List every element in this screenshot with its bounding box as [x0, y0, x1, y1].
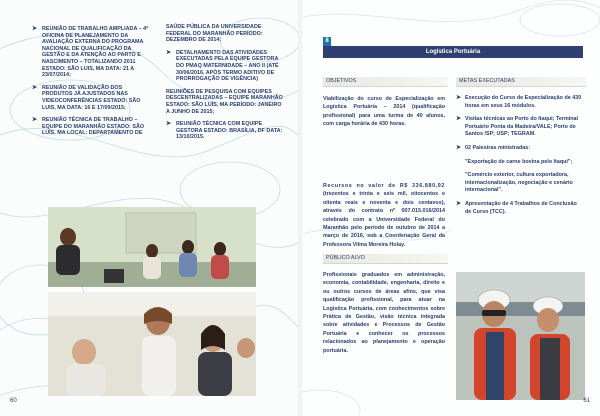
list-item — [166, 50, 284, 83]
list-item — [32, 26, 150, 79]
meta-item — [456, 116, 583, 139]
item-title: REUNIÃO TÉCNICA COM EQUIPE GESTORA — [176, 121, 263, 134]
bullet-arrow-icon: ➤ — [32, 84, 38, 91]
page-number: 60 — [10, 398, 17, 404]
meta-text: "Comércio exterior, cultura exportadora, internacionalização, negociação e cenário internacional". — [465, 172, 573, 194]
recursos-head: Recursos no valor de R$ 336.880,92 — [323, 183, 445, 189]
list-item — [32, 117, 150, 137]
recursos-text: (trezentos e trinta e seis mil, oitocentos e oitenta reais e noventa e dois centavos), através do contrato nº 007.015.016/2014 celebrado com a Universidade Federal do Maranhão pelo período de outubro de 2014 a março de 2016, sob a — [323, 191, 445, 240]
bullet-arrow-icon: ➤ — [456, 200, 462, 207]
item-text: (ATÉ 30/06/2016, APÓS TERMO ADITIVO DE PRORROGAÇÃO DE VIGÊNCIA) — [176, 62, 279, 83]
meta-text: 02 Palestras ministradas: — [465, 144, 531, 151]
bullet-arrow-icon: ➤ — [32, 26, 38, 32]
bullet-arrow-icon: ➤ — [456, 144, 462, 151]
item-text: ESTADO: BRASÍLIA, DF DATA: 13/10/2015. — [176, 127, 283, 141]
workshop-photo — [48, 292, 256, 396]
item-title: REUNIÕES DE PESQUISA COM EQUIPES DESCENTRALIZADAS — [166, 88, 272, 102]
item-text: – EQUIPE MARANHÃO ESTADO: SÃO LUÍS, MA PERÍODO: JANEIRO A JUNHO DE 2015; — [166, 95, 283, 115]
metas-heading: METAS EXECUTADAS — [456, 77, 586, 87]
item-title: REUNIÃO DE TRABALHO AMPLIADA — [42, 26, 138, 32]
objetivos-heading: OBJETIVOS — [323, 77, 448, 87]
meeting-photo-illustration — [48, 207, 256, 287]
item-text: SAÚDE PÚBLICA DA UNIVERSIDADE FEDERAL DO MARANHÃO PERÍODO: DEZEMBRO DE 2014; — [166, 24, 263, 44]
meta-item — [456, 172, 583, 195]
bullet-arrow-icon: ➤ — [32, 117, 38, 124]
meta-item — [456, 159, 583, 167]
item-text: – 4ª OFICINA DE PLANEJAMENTO DA AVALIAÇÃO EXTERNA DO PROGRAMA NACIONAL DE QUALIFICAÇÃO DA GESTÃO E DA ATENÇÃO AO PARTO E NASCIMENTO – TOTALIZANDO 2011 ESTADO: SÃO LUIS, MA DATA: 21 A 23/07/2014; — [42, 26, 149, 79]
list-item — [166, 121, 284, 141]
recursos-coordination: Coordenação Geral da Professora Vilma Moreira Holay. — [323, 233, 445, 248]
section-title: Logística Portuária — [425, 49, 481, 55]
list-item — [32, 85, 150, 111]
activities-column-1 — [32, 26, 150, 143]
meta-item — [456, 145, 583, 153]
meta-text: Execução do Curso de Especialização de 430 horas em seus 16 módulos. — [465, 95, 582, 109]
bullet-arrow-icon: ➤ — [166, 121, 172, 128]
port-visit-photo — [456, 272, 585, 400]
bullet-arrow-icon: ➤ — [456, 95, 462, 101]
metas-list — [456, 95, 583, 222]
publico-alvo-heading: PÚBLICO ALVO — [323, 254, 448, 264]
list-item — [166, 24, 284, 44]
item-title: DETALHAMENTO DAS ATIVIDADES EXECUTADAS PELA EQUIPE GESTORA DO PMAQ MATERNIDADE – ANO II — [176, 49, 279, 69]
port-visit-photo-illustration — [456, 272, 585, 400]
item-text: ESTADO: SÃO LUIS, MA DATA: 16 E 17/09/2015; — [42, 97, 141, 111]
publico-alvo-text: Profissionais graduados em administração, economia, contabilidade, engenharia, direito e ou outros cursos de áreas afins, que visa qualificação profissional, para atuar na Logística Portuária, com conhecimentos sobre Prática de Gestão, visão técnica integrada sobre atividades e Processos de Gestão Portuária e conhecer os processos relacionados ao planejamento e operação portuária. — [323, 272, 445, 354]
page-gutter — [298, 0, 302, 416]
bullet-arrow-icon: ➤ — [456, 116, 462, 123]
bullet-arrow-icon: ➤ — [166, 49, 172, 56]
objetivos-text: Viabilização do curso de Especialização em Logística Portuária – 2014 (qualificação profissional) para uma turma de 40 alunos, com carga horária de 430 horas. — [323, 96, 445, 128]
activities-column-2 — [166, 24, 284, 147]
item-text: – EQUIPE DO MARANHÃO ESTADO: SÃO LUÍS, MA LOCAL: DEPARTAMENTO DE — [42, 117, 145, 137]
recursos-paragraph — [323, 182, 445, 249]
meta-item — [456, 95, 583, 110]
page-number: 61 — [583, 398, 590, 404]
meta-text: Apresentação de 4 Trabalhos de Conclusão de Curso (TCC). — [465, 200, 577, 215]
meta-text: "Exportação de carne bovina pelo Itaqui"; — [465, 158, 573, 165]
workshop-photo-illustration — [48, 292, 256, 396]
meeting-photo — [48, 207, 256, 287]
meta-item — [456, 201, 583, 216]
list-item — [166, 89, 284, 115]
meta-text: Visitas técnicas ao Porto do Itaqui; Terminal Portuário Ponta da Madeira/VALE; Porto de Santos /SP; USP; TEGRAM. — [465, 116, 579, 138]
section-number-badge: 8 — [323, 37, 331, 46]
item-title: REUNIÃO TÉCNICA DE TRABALHO — [42, 117, 133, 124]
item-title: REUNIÃO DE VALIDAÇÃO DOS PRODUTOS JÁ AJUSTADOS NAS VIDEOCONFERÊNCIAS — [42, 84, 128, 104]
